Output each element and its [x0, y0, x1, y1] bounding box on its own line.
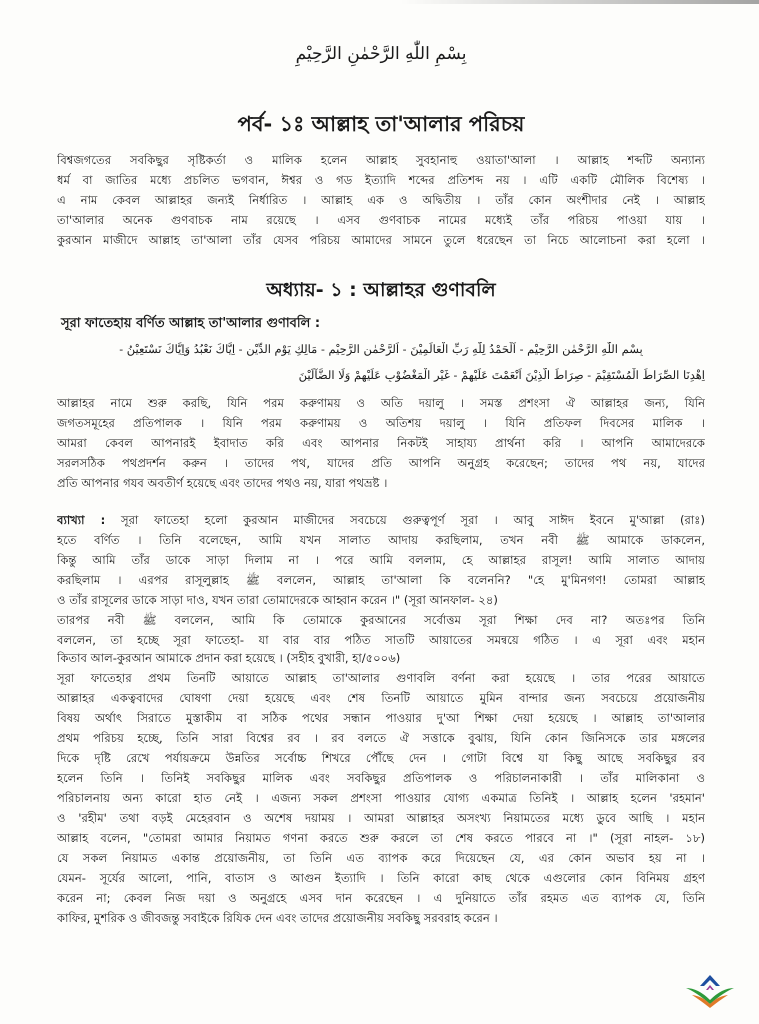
text-line: কুরআন মাজীদে আল্লাহ তা'আলা তাঁর যেসব পরিচয় আমাদের সামনে তুলে ধরেছেন তা নিচে আলোচনা করা হলো ।: [57, 233, 705, 247]
text-line: যে সকল নিয়ামত একান্ত প্রয়োজনীয়, তা তিনি এত ব্যাপক করে দিয়েছেন যে, এর কোন অভাব হয় না ।: [57, 851, 705, 865]
text-line: হলেন তিনি । তিনিই সবকিছুর মালিক এবং সবকিছুর প্রতিপালক ও পরিচালনাকারী । তাঁর মালিকানা ও: [57, 771, 705, 785]
body-paragraph: [57, 648, 705, 928]
explanation-label: ব্যাখ্যা :: [57, 513, 106, 527]
intro-paragraph: [57, 150, 705, 250]
text-line: ধর্ম বা জাতির মধ্যে প্রচলিত ভগবান, ঈশ্বর ও গড ইত্যাদি শব্দের প্রতিশব্দ নয় । এটি একটি মৌলিক বিশেষ্য ।: [57, 173, 705, 187]
scan-edge-shadow: [400, 0, 759, 4]
text-line: জগতসমূহের প্রতিপালক । যিনি পরম করুণাময় ও অতিশয় দয়ালু । যিনি প্রতিফল দিবসের মালিক ।: [57, 416, 705, 430]
text-line: বিশ্বজগতের সবকিছুর সৃষ্টিকর্তা ও মালিক হলেন আল্লাহ সুবহানাহু ওয়াতা'আলা । আল্লাহ শব্দটি অন্যান্য: [57, 153, 705, 167]
text-segment: সূরা ফাতেহা হলো কুরআন মাজীদের সবচেয়ে গুরুত্বপূর্ণ সূরা । আবু সাঈদ ইবনে মু'আল্লা (রাঃ): [105, 513, 705, 527]
text-line: কিতাব আল-কুরআন আমাকে প্রদান করা হয়েছে । (সহীহ বুখারী, হা/৫০০৬): [57, 651, 401, 665]
logo-blue-chevron: [700, 975, 720, 986]
text-line: কাফির, মুশরিক ও জীবজন্তু সবাইকে রিযিক দেন এবং তাদের প্রয়োজনীয় সবকিছু সরবরাহ করেন ।: [57, 911, 498, 925]
text-line: করেন না; কেবল নিজ দয়া ও অনুগ্রহে এসব দান করেছেন । এ দুনিয়াতে তাঁর রহমত এত ব্যাপক যে, তিনি: [57, 891, 705, 905]
text-line: তা'আলার অনেক গুণবাচক নাম রয়েছে । এসব গুণবাচক নামের মধ্যেই তাঁর পরিচয় পাওয়া যায় ।: [57, 213, 705, 227]
arabic-verse-line: اِهْدِنَا الصِّرَاطَ الْمُسْتَقِيْمَ - صِرَاطَ الَّذِيْنَ اَنْعَمْتَ عَلَيْهِمْ - غَيْرِ الْمَغْضُوْبِ عَلَيْهِمْ وَلَا الضَّآلِّيْنَ: [298, 368, 705, 382]
text-line: প্রথম পরিচয় হচ্ছে, তিনি সারা বিশ্বের রব । রব বলতে ঐ সত্তাকে বুঝায়, যিনি কোন জিনিসকে তার মঙ্গলের: [57, 731, 705, 745]
text-line: তারপর নবী ﷺ বললেন, আমি কি তোমাকে কুরআনের সর্বোত্তম সূরা শিক্ষা দেব না? অতঃপর তিনি: [57, 613, 705, 627]
text-line: আল্লাহর একত্ববাদের ঘোষণা দেয়া হয়েছে এবং শেষ তিনটি আয়াতে মুমিন বান্দার জন্য সবচেয়ে প্রয়োজনীয়: [57, 691, 705, 705]
text-line: পরিচালনায় অন্য কারো হাত নেই । এজন্য সকল প্রশংসা পাওয়ার যোগ্য একমাত্র তিনিই । আল্লাহ হলেন 'রহমান': [57, 791, 705, 805]
open-book-logo-icon: [682, 970, 738, 1010]
text-line: বললেন, তা হচ্ছে সূরা ফাতেহা- যা বার বার পঠিত সাতটি আয়াতের সমন্বয়ে গঠিত । এ সূরা এবং মহান: [57, 633, 705, 647]
text-line: সূরা ফাতেহার প্রথম তিনটি আয়াতে আল্লাহ তা'আলার গুণাবলি বর্ণনা করা হয়েছে । তার পরের আয়াতে: [57, 671, 705, 685]
text-line: দিকে দৃষ্টি রেখে পর্যায়ক্রমে উন্নতির সর্বোচ্চ শিখরে পৌঁছে দেন । গোটা বিশ্বে যা কিছু আছে সবকিছুর রব: [57, 751, 705, 765]
text-line: বিষয় অর্থাৎ সিরাতে মুস্তাকীম বা সঠিক পথের সন্ধান পাওয়ার দু'আ শিক্ষা দেয়া হয়েছে । আল্লাহ তা'আলার: [57, 711, 705, 725]
text-line: প্রতি আপনার গযব অবতীর্ণ হয়েছে এবং তাদের পথও নয়, যারা পথভ্রষ্ট ।: [57, 476, 388, 490]
bismillah-arabic: بِسْمِ اللّٰهِ الرَّحْمٰنِ الرَّحِيْمِ: [295, 44, 467, 64]
text-line: হতে বর্ণিত । তিনি বলেছেন, আমি যখন সালাত আদায় করছিলাম, তখন নবী ﷺ আমাকে ডাকলেন,: [57, 533, 705, 547]
section-subheading: সূরা ফাতেহায় বর্ণিত আল্লাহ তা'আলার গুণাবলি :: [61, 316, 321, 331]
chapter-title: অধ্যায়- ১ : আল্লাহর গুণাবলি: [266, 279, 496, 301]
logo-purple-chevron: [706, 985, 714, 990]
text-line: আমরা কেবল আপনারই ইবাদাত করি এবং আপনার নিকটই সাহায্য প্রার্থনা করি । আপনি আমাদেরকে: [57, 436, 705, 450]
text-line: আল্লাহর নামে শুরু করছি, যিনি পরম করুণাময় ও অতি দয়ালু । সমস্ত প্রশংসা ঐ আল্লাহর জন্য, যিনি: [57, 396, 705, 410]
text-line: যেমন- সূর্যের আলো, পানি, বাতাস ও আগুন ইত্যাদি । তিনি কারো কাছ থেকে এগুলোর কোন বিনিময় গ্রহণ: [57, 871, 705, 885]
translation-paragraph: [57, 393, 705, 493]
text-line: [57, 510, 705, 530]
text-line: ও তাঁর রাসূলের ডাকে সাড়া দাও, যখন তারা তোমাদেরকে আহ্বান করেন ।" (সূরা আনফাল- ২৪): [57, 593, 498, 607]
logo-green-wing: [686, 988, 734, 1004]
arabic-verse-line: بِسْمِ اللّٰهِ الرَّحْمٰنِ الرَّحِيْمِ - اَلْحَمْدُ لِلّٰهِ رَبِّ الْعَالَمِيْنَ - اَلرَّحْمٰنِ الرَّحِيْمِ - مَالِكِ يَوْمِ الدِّيْنِ - اِيَّاكَ نَعْبُدُ وَاِيَّاكَ نَسْتَعِيْنُ -: [119, 342, 643, 356]
text-line: সরলসঠিক পথপ্রদর্শন করুন । তাদের পথ, যাদের প্রতি আপনি অনুগ্রহ করেছেন; তাদের পথ নয়, যাদের: [57, 456, 705, 470]
explanation-paragraph: [57, 510, 705, 650]
text-line: ও 'রহীম' তথা বড়ই মেহেরবান ও অশেষ দয়াময় । আমরা আল্লাহর অসংখ্য নিয়ামতের মধ্যে ডুবে আছি । মহান: [57, 811, 705, 825]
text-line: কিন্তু আমি তাঁর ডাকে সাড়া দিলাম না । পরে আমি বললাম, হে আল্লাহর রাসূল! আমি সালাত আদায়: [57, 553, 705, 567]
page-title: পর্ব- ১ঃ আল্লাহ তা'আলার পরিচয়: [237, 112, 525, 136]
text-line: আল্লাহ বলেন, "তোমরা আমার নিয়ামত গণনা করতে শুরু করলে তা শেষ করতে পারবে না ।" (সূরা নাহল- ১৮): [57, 831, 705, 845]
text-line: এ নাম কেবল আল্লাহর জন্যই নির্ধারিত । আল্লাহ এক ও অদ্বিতীয় । তাঁর কোন অংশীদার নেই । আল্লাহ: [57, 193, 705, 207]
text-line: করছিলাম । এরপর রাসূলুল্লাহ ﷺ বললেন, আল্লাহ তা'আলা কি বলেননি? "হে মু'মিনগণ! তোমরা আল্লাহ: [57, 573, 705, 587]
